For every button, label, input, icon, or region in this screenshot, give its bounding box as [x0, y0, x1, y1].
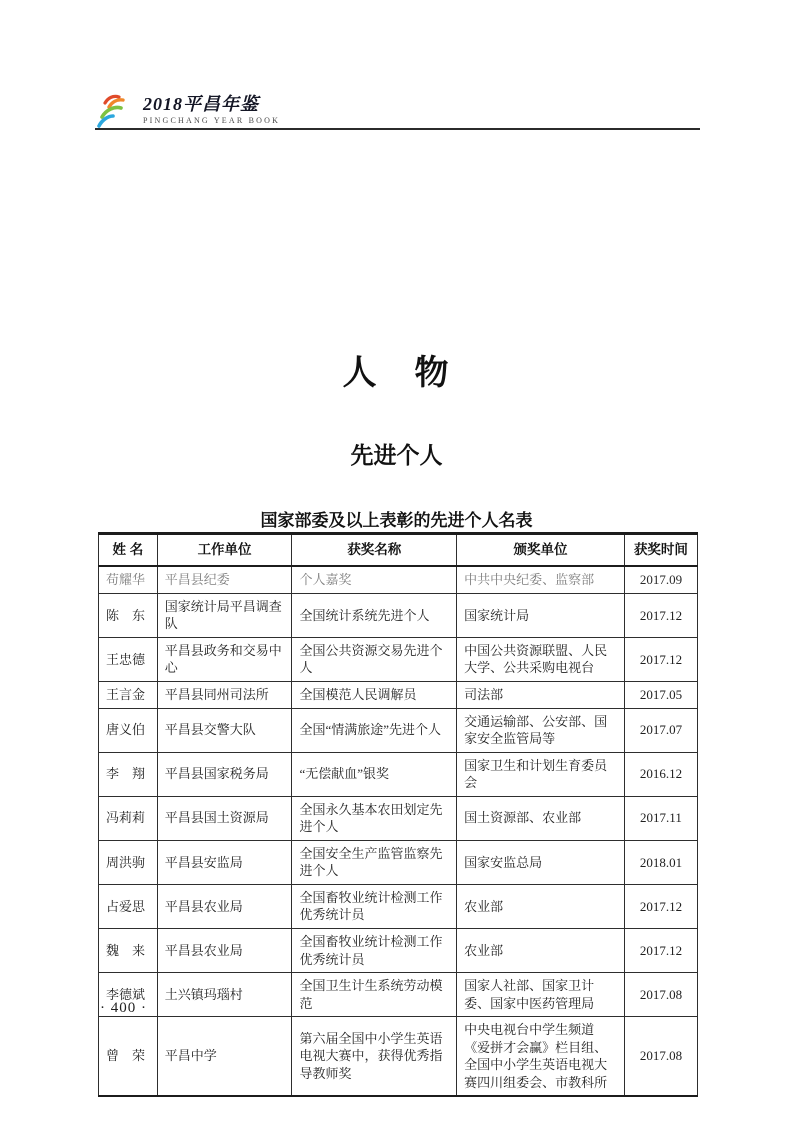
cell-award-org: 中共中央纪委、监察部 [457, 566, 625, 593]
page-number: · 400 · [100, 1000, 147, 1016]
cell-award-date: 2017.12 [624, 928, 697, 972]
brand-text [143, 92, 280, 125]
cell-award-date: 2016.12 [624, 752, 697, 796]
cell-work-unit: 平昌县政务和交易中心 [157, 637, 292, 681]
table-row [99, 840, 698, 884]
table-row [99, 637, 698, 681]
awards-table-title: 国家部委及以上表彰的先进个人名表 [260, 511, 533, 530]
column-header-award-date: 获奖时间 [624, 534, 697, 567]
awards-table [98, 532, 698, 1097]
table-row [99, 593, 698, 637]
cell-award-date: 2017.12 [624, 593, 697, 637]
cell-award-org: 司法部 [457, 681, 625, 708]
cell-name: 魏 来 [99, 928, 158, 972]
cell-award-name: 全国模范人民调解员 [292, 681, 457, 708]
cell-award-name: 个人嘉奖 [292, 566, 457, 593]
cell-award-name: 全国安全生产监管监察先进个人 [292, 840, 457, 884]
cell-name: 唐义伯 [99, 708, 158, 752]
cell-name: 占爱思 [99, 884, 158, 928]
cell-name: 陈 东 [99, 593, 158, 637]
cell-award-name: 全国畜牧业统计检测工作优秀统计员 [292, 928, 457, 972]
cell-award-org: 国家卫生和计划生育委员会 [457, 752, 625, 796]
cell-name: 李 翔 [99, 752, 158, 796]
yearbook-subtitle: PINGCHANG YEAR BOOK [143, 115, 281, 125]
cell-name: 苟耀华 [99, 566, 158, 593]
cell-award-org: 国家统计局 [457, 593, 625, 637]
cell-award-name: 全国统计系统先进个人 [292, 593, 457, 637]
cell-work-unit: 平昌中学 [157, 1017, 292, 1097]
awards-table-body [99, 566, 698, 1096]
cell-work-unit: 平昌县同州司法所 [157, 681, 292, 708]
cell-award-date: 2017.12 [624, 884, 697, 928]
cell-name: 王言金 [99, 681, 158, 708]
main-title: 人 物 [342, 355, 451, 392]
cell-work-unit: 土兴镇玛瑙村 [157, 973, 292, 1017]
cell-award-date: 2017.08 [624, 973, 697, 1017]
table-row [99, 884, 698, 928]
cell-award-date: 2018.01 [624, 840, 697, 884]
cell-work-unit: 国家统计局平昌调查队 [157, 593, 292, 637]
table-row [99, 566, 698, 593]
pingchang-logo-icon [93, 92, 137, 130]
cell-name: 冯莉莉 [99, 796, 158, 840]
table-row [99, 973, 698, 1017]
cell-award-org: 中央电视台中学生频道《爱拼才会赢》栏目组、全国中小学生英语电视大赛四川组委会、市教科所 [457, 1017, 625, 1097]
cell-award-date: 2017.05 [624, 681, 697, 708]
table-row [99, 681, 698, 708]
table-row [99, 796, 698, 840]
cell-award-date: 2017.07 [624, 708, 697, 752]
table-header-row [99, 534, 698, 567]
cell-name: 周洪驹 [99, 840, 158, 884]
page-header [93, 92, 280, 130]
cell-award-name: 全国“情满旅途”先进个人 [292, 708, 457, 752]
cell-award-name: 全国永久基本农田划定先进个人 [292, 796, 457, 840]
cell-award-org: 国家安监总局 [457, 840, 625, 884]
cell-work-unit: 平昌县交警大队 [157, 708, 292, 752]
cell-work-unit: 平昌县国土资源局 [157, 796, 292, 840]
cell-award-name: 全国卫生计生系统劳动模范 [292, 973, 457, 1017]
cell-award-org: 中国公共资源联盟、人民大学、公共采购电视台 [457, 637, 625, 681]
table-row [99, 752, 698, 796]
cell-award-name: 第六届全国中小学生英语电视大赛中，获得优秀指导教师奖 [292, 1017, 457, 1097]
column-header-name: 姓 名 [99, 534, 158, 567]
cell-award-org: 国家人社部、国家卫计委、国家中医药管理局 [457, 973, 625, 1017]
column-header-award-name: 获奖名称 [292, 534, 457, 567]
section-title: 先进个人 [350, 443, 443, 468]
header-rule [95, 128, 700, 130]
cell-award-date: 2017.12 [624, 637, 697, 681]
table-row [99, 708, 698, 752]
cell-name: 曾 荣 [99, 1017, 158, 1097]
cell-award-date: 2017.11 [624, 796, 697, 840]
cell-award-name: 全国畜牧业统计检测工作优秀统计员 [292, 884, 457, 928]
cell-award-name: 全国公共资源交易先进个人 [292, 637, 457, 681]
cell-award-date: 2017.09 [624, 566, 697, 593]
cell-work-unit: 平昌县农业局 [157, 884, 292, 928]
column-header-award-org: 颁奖单位 [457, 534, 625, 567]
cell-work-unit: 平昌县农业局 [157, 928, 292, 972]
column-header-work-unit: 工作单位 [157, 534, 292, 567]
cell-award-org: 国土资源部、农业部 [457, 796, 625, 840]
yearbook-title: 2018平昌年鉴 [143, 94, 259, 114]
cell-work-unit: 平昌县安监局 [157, 840, 292, 884]
cell-name: 李德斌 [99, 973, 158, 1017]
cell-award-name: “无偿献血”银奖 [292, 752, 457, 796]
cell-award-org: 农业部 [457, 884, 625, 928]
cell-work-unit: 平昌县纪委 [157, 566, 292, 593]
cell-award-org: 交通运输部、公安部、国家安全监管局等 [457, 708, 625, 752]
cell-name: 王忠德 [99, 637, 158, 681]
cell-award-date: 2017.08 [624, 1017, 697, 1097]
table-row [99, 1017, 698, 1097]
cell-award-org: 农业部 [457, 928, 625, 972]
table-row [99, 928, 698, 972]
cell-work-unit: 平昌县国家税务局 [157, 752, 292, 796]
